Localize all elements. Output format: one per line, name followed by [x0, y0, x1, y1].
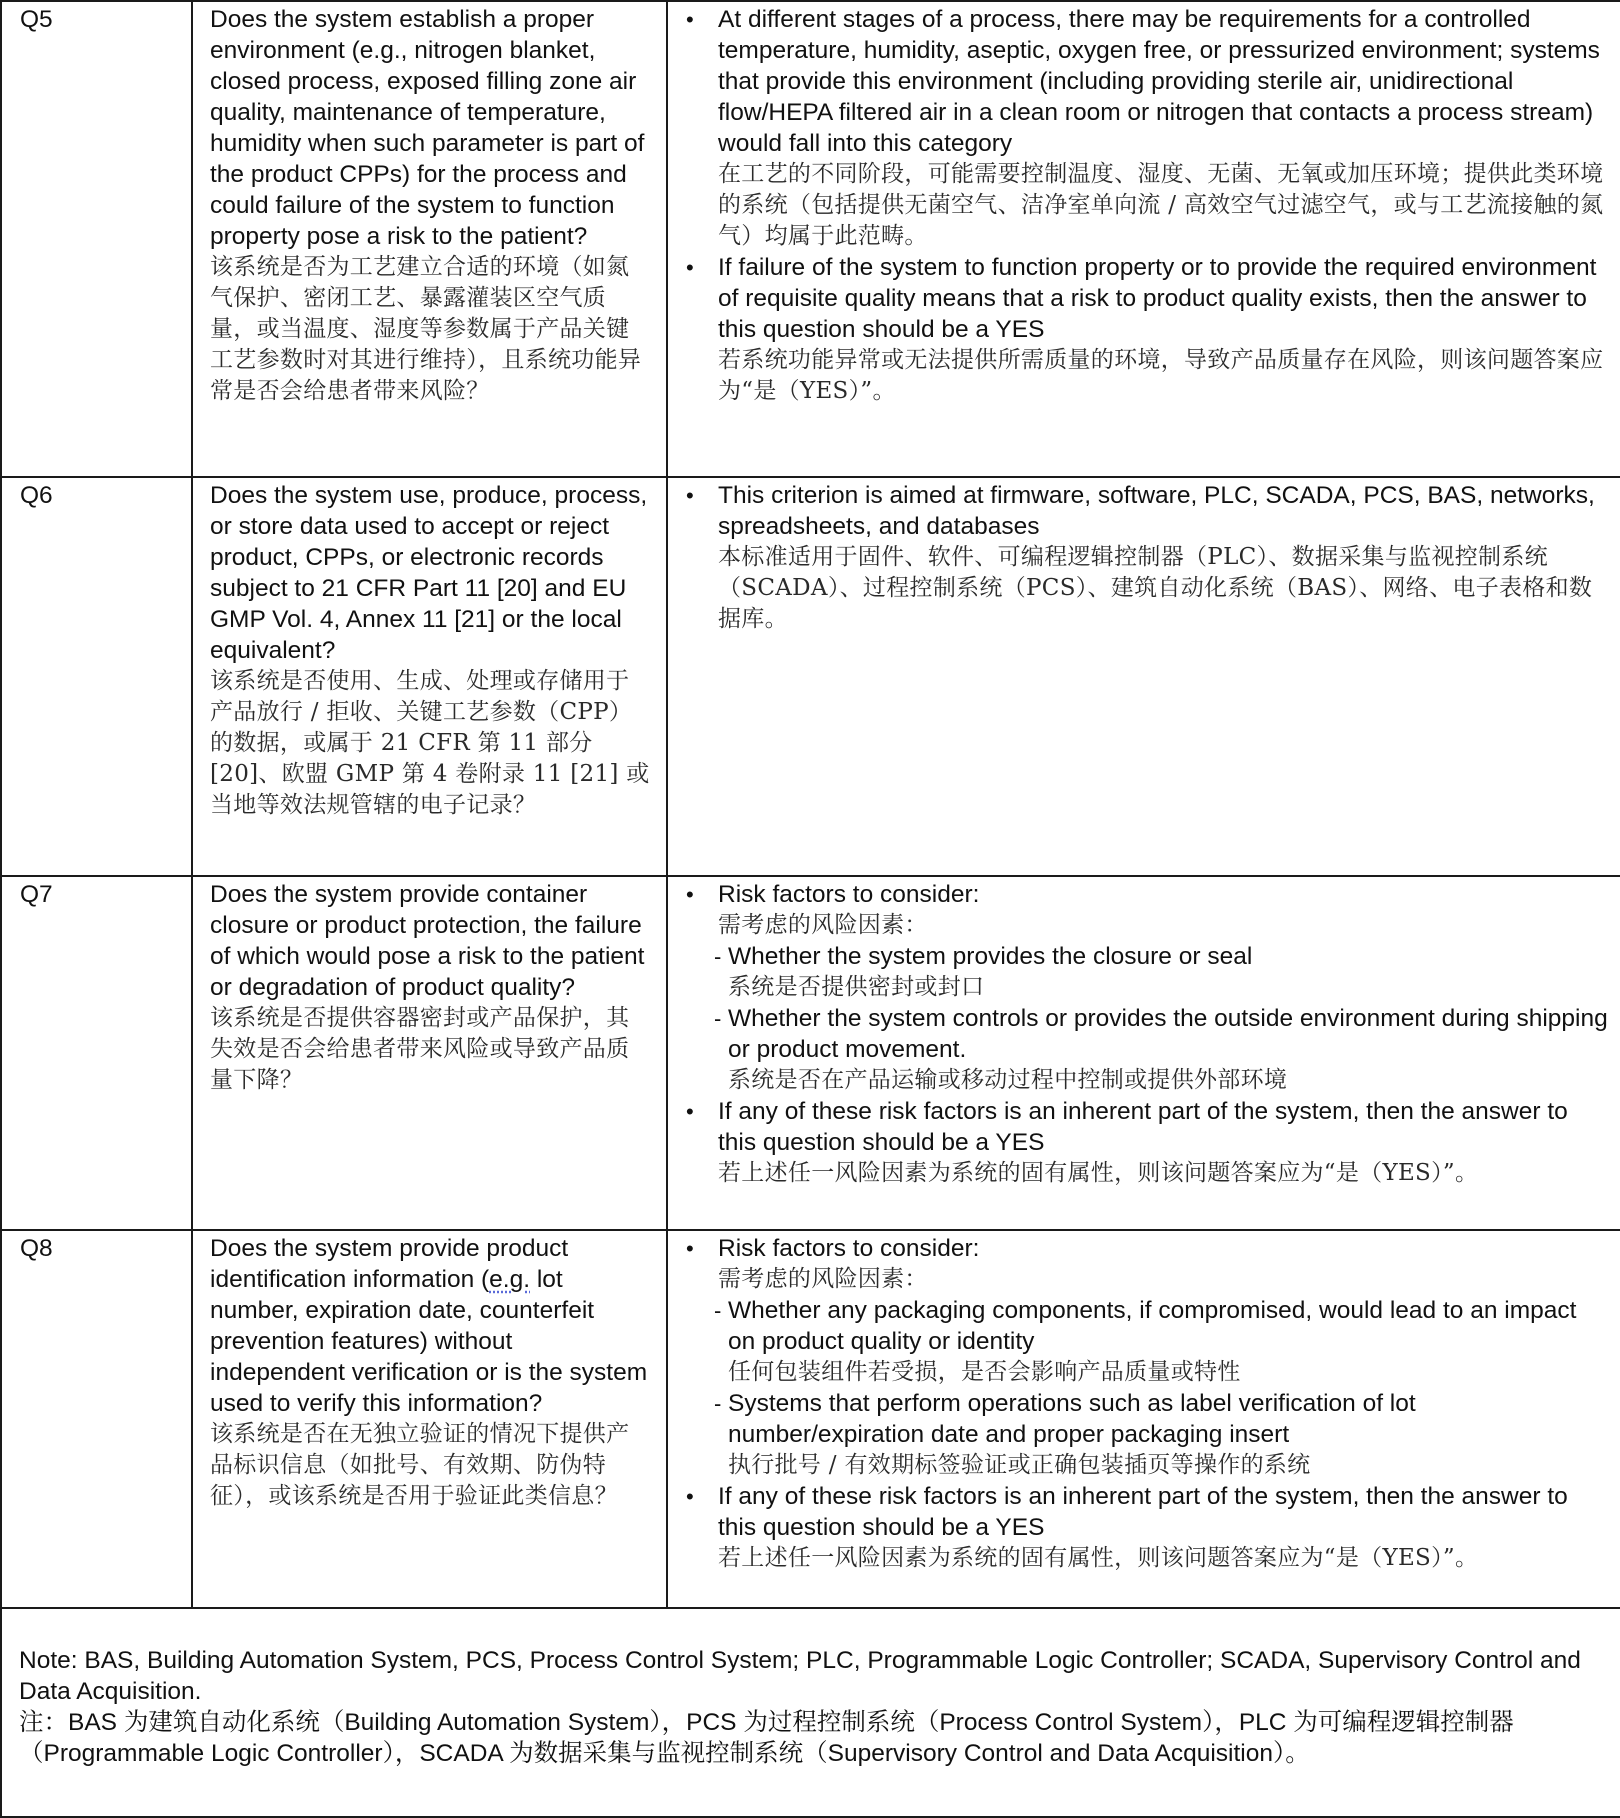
guidance-zh: 若上述任一风险因素为系统的固有属性，则该问题答案应为“是（YES）”。	[718, 1160, 1479, 1186]
guidance-list	[680, 480, 1610, 635]
guidance-list	[680, 4, 1610, 407]
guidance-en: • Risk factors to consider:	[718, 1235, 980, 1262]
guidance-zh: 需考虑的风险因素：	[718, 912, 928, 938]
guidance-cell	[667, 1, 1620, 477]
question-zh: 该系统是否使用、生成、处理或存储用于产品放行 / 拒收、关键工艺参数（CPP）的数据，或属于 21 CFR 第 11 部分 [20]、欧盟 GMP 第 4 卷附录 11 [21] 或当地等效法规管辖的电子记录？	[210, 668, 650, 818]
list-item	[680, 480, 1610, 635]
question-en	[210, 1233, 650, 1419]
question-id: Q5	[1, 1, 192, 477]
table-row	[1, 1230, 1620, 1608]
spellcheck-underlined-text: e.g.	[489, 1266, 531, 1293]
question-cell	[192, 876, 667, 1230]
question-en: Does the system establish a proper environment (e.g., nitrogen blanket, closed process, exposed filling zone air quality, maintenance of temperature, humidity when such parameter is part of the product CPPs) for the process and could failure of the system to function property pose a risk to the patient?	[210, 6, 645, 250]
question-id: Q8	[1, 1230, 192, 1608]
guidance-zh: 在工艺的不同阶段，可能需要控制温度、湿度、无菌、无氧或加压环境；提供此类环境的系统（包括提供无菌空气、洁净室单向流 / 高效空气过滤空气，或与工艺流接触的氮气）均属于此范畴。	[718, 161, 1604, 249]
risk-factor-en: - Whether the system provides the closure or seal	[728, 943, 1253, 970]
risk-factor-en: - Whether the system controls or provides the outside environment during shipping or product movement.	[728, 1005, 1608, 1063]
guidance-en: • If failure of the system to function property or to provide the required environment of requisite quality means that a risk to product quality exists, then the answer to this question should be a YES	[718, 254, 1597, 343]
list-item	[688, 1003, 1610, 1096]
list-item	[680, 879, 1610, 1096]
list-item	[688, 941, 1610, 1003]
list-item	[680, 4, 1610, 252]
guidance-cell	[667, 477, 1620, 876]
risk-factor-list	[688, 1295, 1610, 1481]
list-item	[688, 1388, 1610, 1481]
guidance-cell	[667, 876, 1620, 1230]
table-row	[1, 876, 1620, 1230]
guidance-zh: 本标准适用于固件、软件、可编程逻辑控制器（PLC）、数据采集与监视控制系统（SCADA）、过程控制系统（PCS）、建筑自动化系统（BAS）、网络、电子表格和数据库。	[718, 544, 1593, 632]
question-cell	[192, 1, 667, 477]
note-cell	[1, 1608, 1620, 1817]
question-cell	[192, 477, 667, 876]
list-item	[680, 1233, 1610, 1481]
guidance-list	[680, 1233, 1610, 1574]
note-zh: 注：BAS 为建筑自动化系统（Building Automation System），PCS 为过程控制系统（Process Control System），PLC 为可编程逻辑控制器（Programmable Logic Controller），SCADA 为数据采集与监视控制系统（Supervisory Control and Data Acquisition）。	[19, 1709, 1514, 1767]
risk-factor-list	[688, 941, 1610, 1096]
question-zh: 该系统是否提供容器密封或产品保护，其失效是否会给患者带来风险或导致产品质量下降？	[210, 1005, 630, 1093]
guidance-zh: 需考虑的风险因素：	[718, 1266, 928, 1292]
risk-factor-en: - Systems that perform operations such as label verification of lot number/expiration date and proper packaging insert	[728, 1390, 1416, 1448]
guidance-en: • If any of these risk factors is an inherent part of the system, then the answer to this question should be a YES	[718, 1483, 1568, 1541]
list-item	[688, 1295, 1610, 1388]
question-id: Q7	[1, 876, 192, 1230]
table-row	[1, 1608, 1620, 1817]
guidance-zh: 若系统功能异常或无法提供所需质量的环境，导致产品质量存在风险，则该问题答案应为“是（YES）”。	[718, 347, 1604, 404]
question-zh: 该系统是否为工艺建立合适的环境（如氮气保护、密闭工艺、暴露灌装区空气质量，或当温度、湿度等参数属于产品关键工艺参数时对其进行维持），且系统功能异常是否会给患者带来风险？	[210, 254, 642, 404]
note-en: Note: BAS, Building Automation System, PCS, Process Control System; PLC, Programmable Logic Controller; SCADA, Supervisory Control and Data Acquisition.	[19, 1647, 1581, 1705]
guidance-list	[680, 879, 1610, 1189]
risk-factor-zh: 任何包装组件若受损，是否会影响产品质量或特性	[728, 1359, 1241, 1385]
risk-factor-en: - Whether any packaging components, if compromised, would lead to an impact on product quality or identity	[728, 1297, 1577, 1355]
list-item	[680, 1481, 1610, 1574]
guidance-en: • At different stages of a process, there may be requirements for a controlled temperature, humidity, aseptic, oxygen free, or pressurized environment; systems that provide this environment (including providing sterile air, unidirectional flow/HEPA filtered air in a clean room or nitrogen that contacts a process stream) would fall into this category	[718, 6, 1600, 157]
table-row	[1, 477, 1620, 876]
guidance-en: • If any of these risk factors is an inherent part of the system, then the answer to this question should be a YES	[718, 1098, 1568, 1156]
risk-factor-zh: 执行批号 / 有效期标签验证或正确包装插页等操作的系统	[728, 1452, 1311, 1478]
risk-factor-zh: 系统是否提供密封或封口	[728, 974, 985, 1000]
question-en: Does the system use, produce, process, or store data used to accept or reject product, CPPs, or electronic records subject to 21 CFR Part 11 [20] and EU GMP Vol. 4, Annex 11 [21] or the local equivalent?	[210, 482, 648, 664]
question-en: Does the system provide container closure or product protection, the failure of which would pose a risk to the patient or degradation of product quality?	[210, 881, 645, 1001]
question-zh: 该系统是否在无独立验证的情况下提供产品标识信息（如批号、有效期、防伪特征），或该系统是否用于验证此类信息？	[210, 1421, 630, 1509]
guidance-zh: 若上述任一风险因素为系统的固有属性，则该问题答案应为“是（YES）”。	[718, 1545, 1479, 1571]
guidance-cell	[667, 1230, 1620, 1608]
question-cell	[192, 1230, 667, 1608]
risk-factor-zh: 系统是否在产品运输或移动过程中控制或提供外部环境	[728, 1067, 1288, 1093]
guidance-en: • Risk factors to consider:	[718, 881, 980, 908]
list-item	[680, 252, 1610, 407]
question-en-part: Does the system provide product identification information (	[210, 1235, 569, 1293]
guidance-en: • This criterion is aimed at firmware, software, PLC, SCADA, PCS, BAS, networks, spreadsheets, and databases	[718, 482, 1595, 540]
table-row	[1, 1, 1620, 477]
question-en-part: lot number, expiration date, counterfeit prevention features) without independent verification or is the system used to verify this information?	[210, 1266, 648, 1417]
question-id: Q6	[1, 477, 192, 876]
list-item	[680, 1096, 1610, 1189]
